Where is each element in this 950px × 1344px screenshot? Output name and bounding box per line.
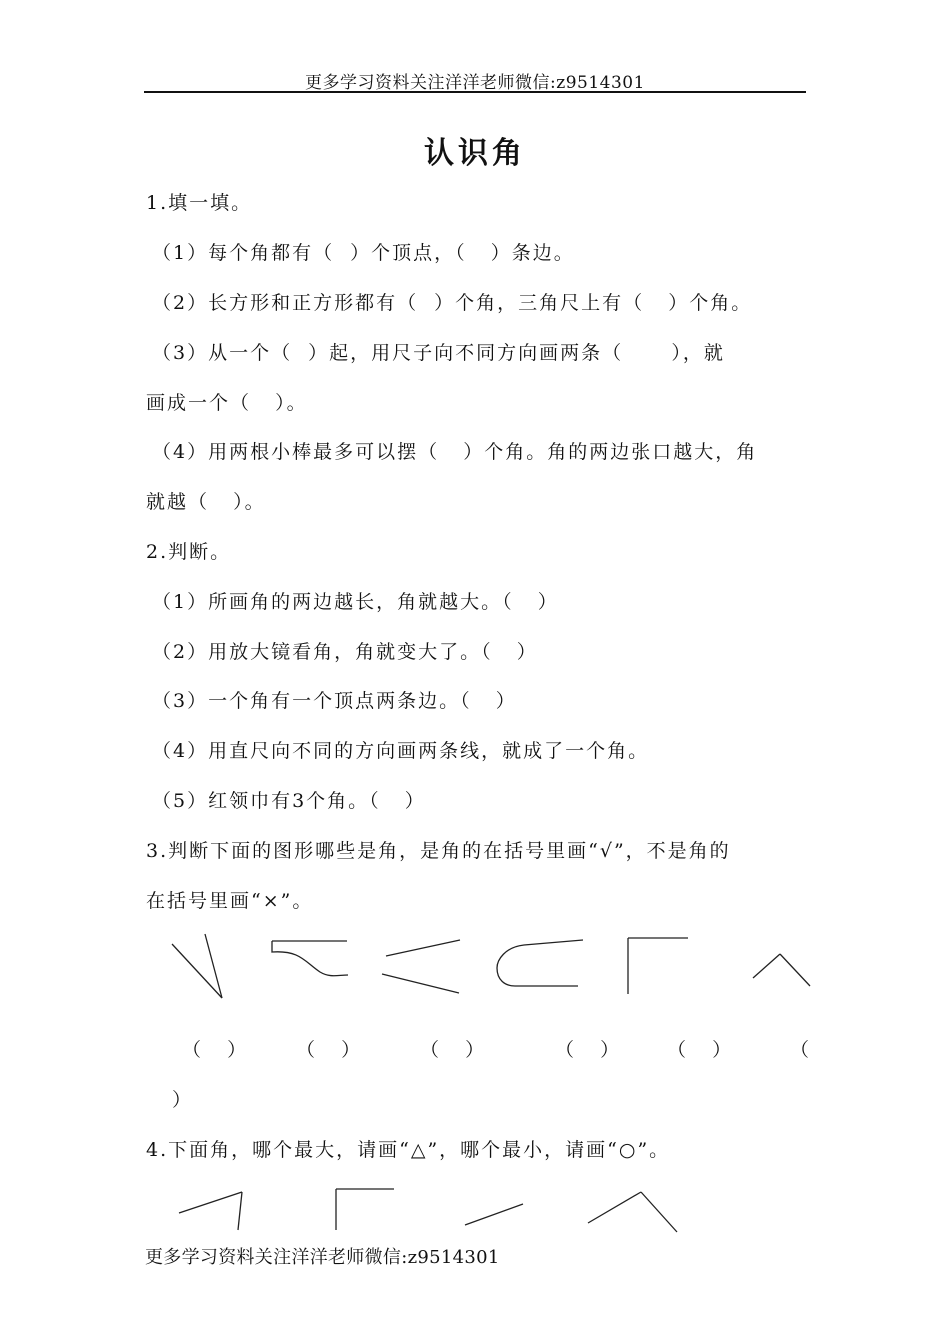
q3-answer-bracket-3[interactable]: （ ） bbox=[420, 1039, 487, 1061]
q4-figure-1-angle bbox=[179, 1192, 242, 1230]
q4-heading: 4.下面角，哪个最大，请画“△”，哪个最小，请画“○”。 bbox=[146, 1139, 671, 1161]
q3-heading-line-1: 3.判断下面的图形哪些是角，是角的在括号里画“√”，不是角的 bbox=[146, 840, 731, 862]
q4-figure-3-line bbox=[465, 1204, 523, 1225]
q2-item-3: （3）一个角有一个顶点两条边。（ ） bbox=[152, 690, 517, 712]
q3-answer-bracket-1[interactable]: （ ） bbox=[182, 1039, 249, 1061]
page-footer: 更多学习资料关注洋洋老师微信:z9514301 bbox=[145, 1247, 500, 1268]
q4-figure-2-right-angle bbox=[336, 1189, 394, 1230]
q1-item-2: （2）长方形和正方形都有（ ）个角，三角尺上有（ ）个角。 bbox=[152, 292, 753, 314]
q3-figure-5-right-angle bbox=[628, 938, 688, 994]
q1-item-4-cont: 就越（ ）。 bbox=[146, 491, 266, 513]
q1-item-3: （3）从一个（ ）起，用尺子向不同方向画两条（ ），就 bbox=[152, 342, 725, 364]
q2-item-1: （1）所画角的两边越长，角就越大。（ ） bbox=[152, 591, 559, 613]
q2-item-4: （4）用直尺向不同的方向画两条线，就成了一个角。 bbox=[152, 740, 650, 762]
q1-heading: 1.填一填。 bbox=[146, 192, 253, 214]
q4-figure-4-angle bbox=[588, 1192, 677, 1232]
q3-answer-bracket-6-close[interactable]: ） bbox=[172, 1089, 194, 1111]
q3-figure-3-open-lines bbox=[382, 940, 460, 993]
q3-figure-4-rounded-shape bbox=[497, 940, 583, 986]
q1-item-3-cont: 画成一个（ ）。 bbox=[146, 392, 308, 414]
q2-heading: 2.判断。 bbox=[146, 541, 232, 563]
q3-figure-6-angle bbox=[753, 954, 810, 986]
worksheet-title: 认识角 bbox=[424, 136, 526, 171]
q1-item-4: （4）用两根小棒最多可以摆（ ）个角。角的两边张口越大，角 bbox=[152, 441, 758, 463]
page-header: 更多学习资料关注洋洋老师微信:z9514301 bbox=[305, 73, 645, 93]
q3-answer-bracket-5[interactable]: （ ） bbox=[667, 1039, 734, 1061]
q2-item-5: （5）红领巾有3个角。（ ） bbox=[152, 790, 426, 812]
q3-answer-bracket-4[interactable]: （ ） bbox=[555, 1039, 622, 1061]
q3-figure-2-curved-shape bbox=[272, 941, 348, 976]
q2-item-2: （2）用放大镜看角，角就变大了。（ ） bbox=[152, 641, 538, 663]
q3-figure-1-angle bbox=[172, 934, 222, 998]
q1-item-1: （1）每个角都有（ ）个顶点，（ ）条边。 bbox=[152, 242, 575, 264]
q3-heading-line-2: 在括号里画“×”。 bbox=[146, 890, 314, 912]
q3-answer-bracket-6-open[interactable]: （ bbox=[790, 1039, 812, 1061]
q3-answer-bracket-2[interactable]: （ ） bbox=[296, 1039, 363, 1061]
